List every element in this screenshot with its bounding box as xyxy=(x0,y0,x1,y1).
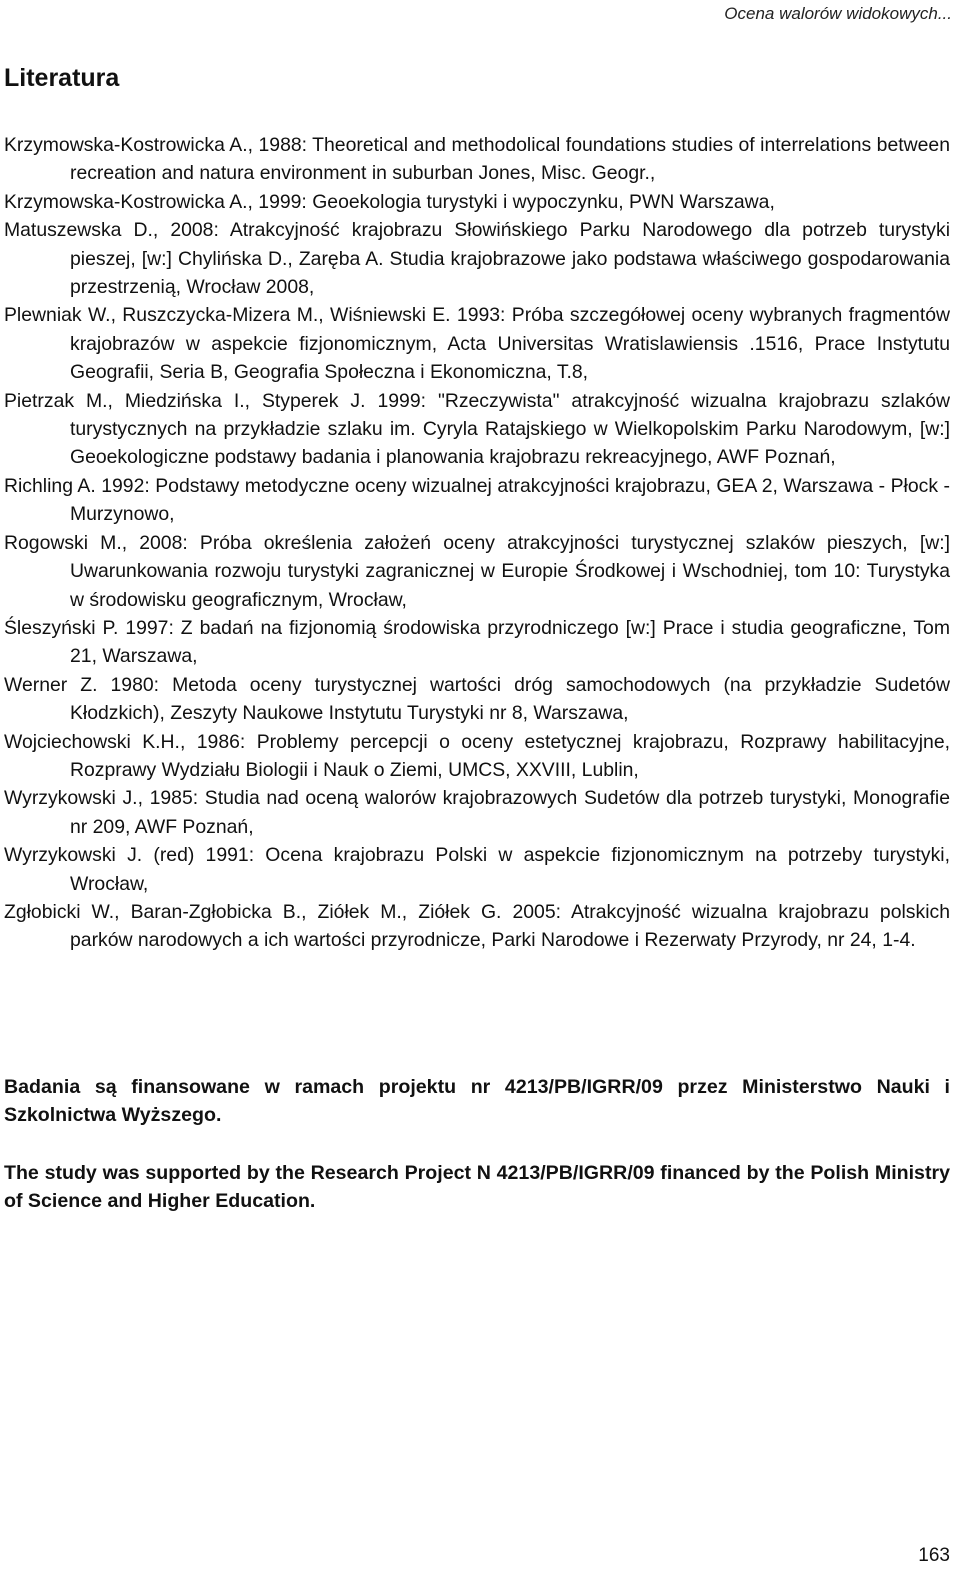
reference-item: Pietrzak M., Miedzińska I., Styperek J. 1999: "Rzeczywista" atrakcyjność wizualna krajobrazu szlaków turystycznych na przykładzie szlaku im. Cyryla Ratajskiego w Wielkopolskim Parku Narodowym, [w:] Geoekologiczne podstawy badania i planowania krajobrazu rekreacyjnego, AWF Poznań, xyxy=(4,389,950,469)
reference-item: Krzymowska-Kostrowicka A., 1988: Theoretical and methodolical foundations studies of interrelations between recreation and natura environment in suburban Jones, Misc. Geogr., xyxy=(4,134,950,185)
page-number: 163 xyxy=(918,1545,950,1566)
section-title: Literatura xyxy=(4,64,120,92)
reference-item: Śleszyński P. 1997: Z badań na fizjonomią środowiska przyrodniczego [w:] Prace i studia geograficzne, Tom 21, Warszawa, xyxy=(4,616,950,668)
reference-item: Plewniak W., Ruszczycka-Mizera M., Wiśniewski E. 1993: Próba szczegółowej oceny wybranych fragmentów krajobrazów w aspekcie fizjonomicznym, Acta Universitas Wratislawiensis .1516, Prace Instytutu Geografii, Seria B, Geografia Społeczna i Ekonomiczna, T.8, xyxy=(4,304,950,384)
reference-item: Matuszewska D., 2008: Atrakcyjność krajobrazu Słowińskiego Parku Narodowego dla potrzeb turystyki pieszej, [w:] Chylińska D., Zaręba A. Studia krajobrazowe jako podstawa właściwego gospodarowania przestrzenią, Wrocław 2008, xyxy=(4,219,950,299)
reference-item: Rogowski M., 2008: Próba określenia założeń oceny atrakcyjności turystycznej szlaków pieszych, [w:] Uwarunkowania rozwoju turystyki zagranicznej w Europie Środkowej i Wschodniej, tom 10: Turystyka w środowisku geograficznym, Wrocław, xyxy=(4,531,950,611)
reference-item: Wyrzykowski J. (red) 1991: Ocena krajobrazu Polski w aspekcie fizjonomicznym na potrzeby turystyki, Wrocław, xyxy=(4,844,950,895)
reference-item: Werner Z. 1980: Metoda oceny turystycznej wartości dróg samochodowych (na przykładzie Sudetów Kłodzkich), Zeszyty Naukowe Instytutu Turystyki nr 8, Warszawa, xyxy=(4,673,950,725)
reference-item: Richling A. 1992: Podstawy metodyczne oceny wizualnej atrakcyjności krajobrazu, GEA 2, Warszawa - Płock - Murzynowo, xyxy=(4,474,950,526)
funding-note-english: The study was supported by the Research Project N 4213/PB/IGRR/09 financed by the Polish Ministry of Science and Higher Education. xyxy=(4,1162,950,1213)
reference-item: Wojciechowski K.H., 1986: Problemy percepcji o oceny estetycznej krajobrazu, Rozprawy habilitacyjne, Rozprawy Wydziału Biologii i Nauk o Ziemi, UMCS, XXVIII, Lublin, xyxy=(4,730,950,781)
reference-item: Wyrzykowski J., 1985: Studia nad oceną walorów krajobrazowych Sudetów dla potrzeb turystyki, Monografie nr 209, AWF Poznań, xyxy=(4,787,950,838)
reference-item: Zgłobicki W., Baran-Zgłobicka B., Ziółek M., Ziółek G. 2005: Atrakcyjność wizualna krajobrazu polskich parków narodowych a ich wartości przyrodnicze, Parki Narodowe i Rezerwaty Przyrody, nr 24, 1-4. xyxy=(4,900,950,952)
running-head: Ocena walorów widokowych... xyxy=(724,4,952,23)
reference-item: Krzymowska-Kostrowicka A., 1999: Geoekologia turystyki i wypoczynku, PWN Warszawa, xyxy=(4,190,775,213)
funding-note-polish: Badania są finansowane w ramach projektu nr 4213/PB/IGRR/09 przez Ministerstwo Nauki i Szkolnictwa Wyższego. xyxy=(4,1076,950,1127)
reference-list xyxy=(4,131,950,955)
